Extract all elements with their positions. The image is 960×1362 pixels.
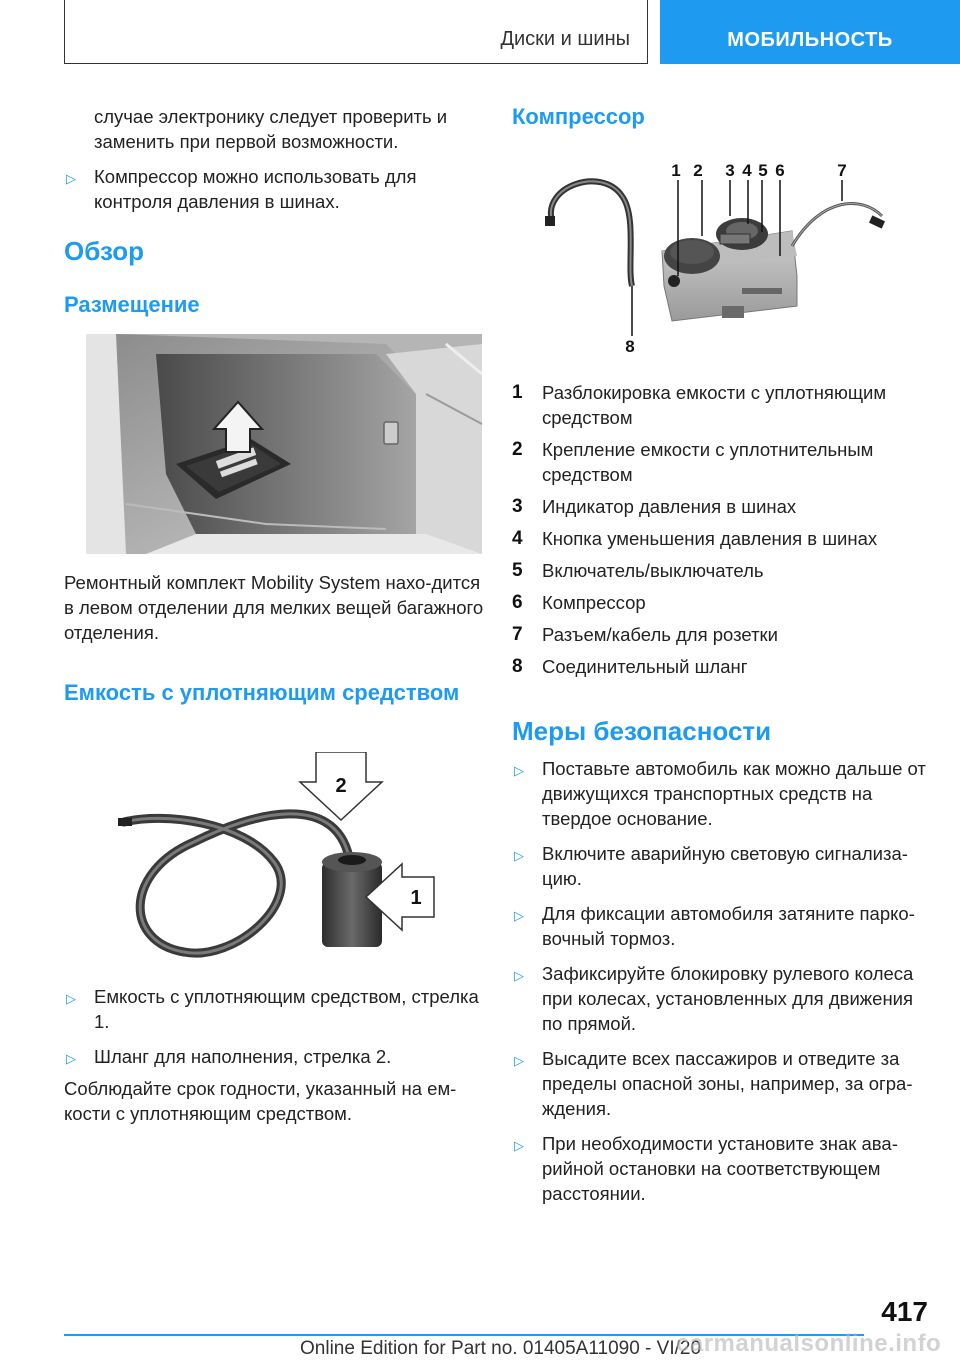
- legend-item: 6 Компрессор: [512, 592, 646, 613]
- section-title: Диски и шины: [500, 28, 630, 50]
- edition-text: Online Edition for Part no. 01405A11090 - VI/20: [300, 1338, 702, 1359]
- list-item: ▷ Компрессор можно использовать для контроля давления в шинах.: [66, 166, 417, 212]
- list-item: ▷ Для фиксации автомобиля затяните парко‐вочный тормоз.: [514, 903, 915, 949]
- placement-heading: Размещение: [64, 292, 200, 317]
- bullet-triangle-icon: ▷: [66, 991, 76, 1006]
- legend-item: 5 Включатель/выключатель: [512, 560, 764, 581]
- list-item: ▷ Высадите всех пассажиров и отведите за пределы опасной зоны, например, за огра‐ждения.: [514, 1048, 913, 1119]
- callout-3-label: 3: [725, 161, 735, 180]
- legend-item: 4 Кнопка уменьшения давления в шинах: [512, 528, 878, 549]
- overview-heading: Обзор: [64, 236, 144, 266]
- bullet-triangle-icon: ▷: [514, 1053, 524, 1068]
- callout-4-label: 4: [742, 161, 752, 180]
- page-number: 417: [881, 1296, 928, 1327]
- bullet-triangle-icon: ▷: [514, 968, 524, 983]
- compressor-figure: [542, 156, 902, 356]
- expiry-text: Соблюдайте срок годности, указанный на ем‐кости с уплотняющим средством.: [64, 1078, 457, 1124]
- bullet-triangle-icon: ▷: [66, 171, 76, 186]
- list-item: ▷ При необходимости установите знак ава‐рийной остановки на соответствующем расстоянии.: [514, 1133, 898, 1204]
- list-item: ▷ Включите аварийную световую сигнализа‐цию.: [514, 843, 908, 889]
- callout-1-label: 1: [671, 161, 681, 180]
- callout-5-label: 5: [758, 161, 768, 180]
- list-item: ▷ Шланг для наполнения, стрелка 2.: [64, 1044, 484, 1069]
- safety-heading: Меры безопасности: [512, 716, 772, 746]
- callout-2-label: 2: [693, 161, 703, 180]
- legend-item: 3 Индикатор давления в шинах: [512, 496, 797, 517]
- bullet-triangle-icon: ▷: [514, 763, 524, 778]
- placement-text: Ремонтный комплект Mobility System нахо‐дится в левом отделении для мелких вещей багажного отделения.: [64, 572, 484, 643]
- chapter-tab[interactable]: МОБИЛЬНОСТЬ: [660, 0, 960, 64]
- list-item: ▷ Поставьте автомобиль как можно дальше от движущихся транспортных средств на твердое основание.: [514, 758, 926, 829]
- list-item: ▷ Зафиксируйте блокировку рулевого колеса при колесах, установленных для движения по прямой.: [514, 963, 914, 1034]
- container-bullet-list: [64, 984, 484, 1079]
- safety-bullet-list: [512, 756, 932, 1216]
- arrow-2-label: 2: [335, 775, 347, 797]
- callout-6-label: 6: [775, 161, 785, 180]
- bullet-triangle-icon: ▷: [66, 1051, 76, 1066]
- legend-item: 7 Разъем/кабель для розетки: [512, 624, 778, 645]
- watermark: carmanualsonline.info: [676, 1330, 942, 1357]
- callout-8-label: 8: [625, 337, 635, 356]
- trunk-compartment-photo: [86, 334, 482, 554]
- legend-item: 2 Крепление емкости с уплотнительным средством: [512, 439, 874, 485]
- intro-continuation: случае электронику следует проверить и заменить при первой возможности.: [94, 106, 448, 152]
- bullet-triangle-icon: ▷: [514, 848, 524, 863]
- bullet-triangle-icon: ▷: [514, 908, 524, 923]
- bullet-triangle-icon: ▷: [514, 1138, 524, 1153]
- sealant-container-figure: [104, 752, 454, 962]
- compressor-heading: Компрессор: [512, 104, 645, 129]
- list-item: ▷ Емкость с уплотняющим средством, стрелка 1.: [66, 986, 479, 1032]
- legend-item: 8 Соединительный шланг: [512, 656, 748, 677]
- callout-7-label: 7: [837, 161, 847, 180]
- legend-item: 1 Разблокировка емкости с уплотняющим средством: [512, 382, 887, 428]
- arrow-1-label: 1: [410, 887, 422, 909]
- container-heading: Емкость с уплотняющим средством: [64, 680, 460, 705]
- compressor-legend: [512, 380, 932, 686]
- intro-bullet-list: [64, 164, 484, 224]
